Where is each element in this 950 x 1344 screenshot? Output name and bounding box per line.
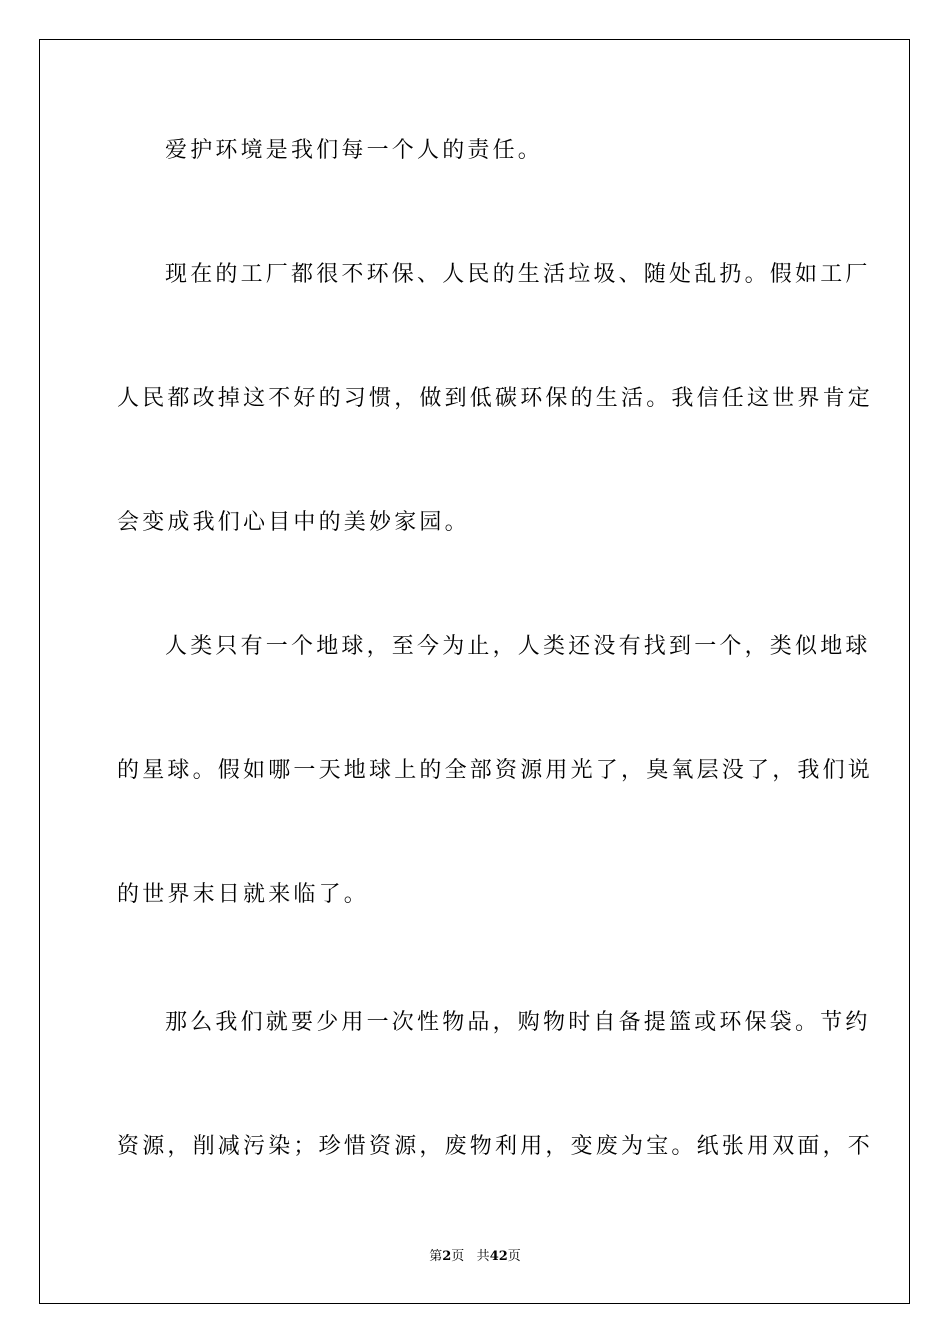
paragraph-line: 人类只有一个地球，至今为止，人类还没有找到一个，类似地球 — [165, 634, 871, 659]
page-number: 2 — [442, 1249, 452, 1264]
paragraph-line: 资源，削减污染；珍惜资源，废物利用，变废为宝。纸张用双面，不 — [117, 1134, 874, 1159]
paragraph-line: 现在的工厂都很不环保、人民的生活垃圾、随处乱扔。假如工厂 — [165, 262, 871, 287]
paragraph-line: 爱护环境是我们每一个人的责任。 — [165, 138, 544, 163]
page-prefix: 第 — [429, 1249, 443, 1264]
page-border — [39, 39, 910, 1304]
paragraph-line: 人民都改掉这不好的习惯，做到低碳环保的生活。我信任这世界肯定 — [117, 386, 874, 411]
total-prefix: 共 — [476, 1249, 490, 1264]
paragraph-line: 的世界末日就来临了。 — [117, 882, 370, 907]
paragraph-line: 的星球。假如哪一天地球上的全部资源用光了，臭氧层没了，我们说 — [117, 758, 874, 783]
page-suffix: 页 — [451, 1249, 465, 1264]
page-footer — [0, 1248, 950, 1266]
total-pages: 42 — [489, 1249, 508, 1264]
paragraph-line: 那么我们就要少用一次性物品，购物时自备提篮或环保袋。节约 — [165, 1010, 871, 1035]
paragraph-line: 会变成我们心目中的美妙家园。 — [117, 510, 470, 535]
total-suffix: 页 — [507, 1249, 521, 1264]
